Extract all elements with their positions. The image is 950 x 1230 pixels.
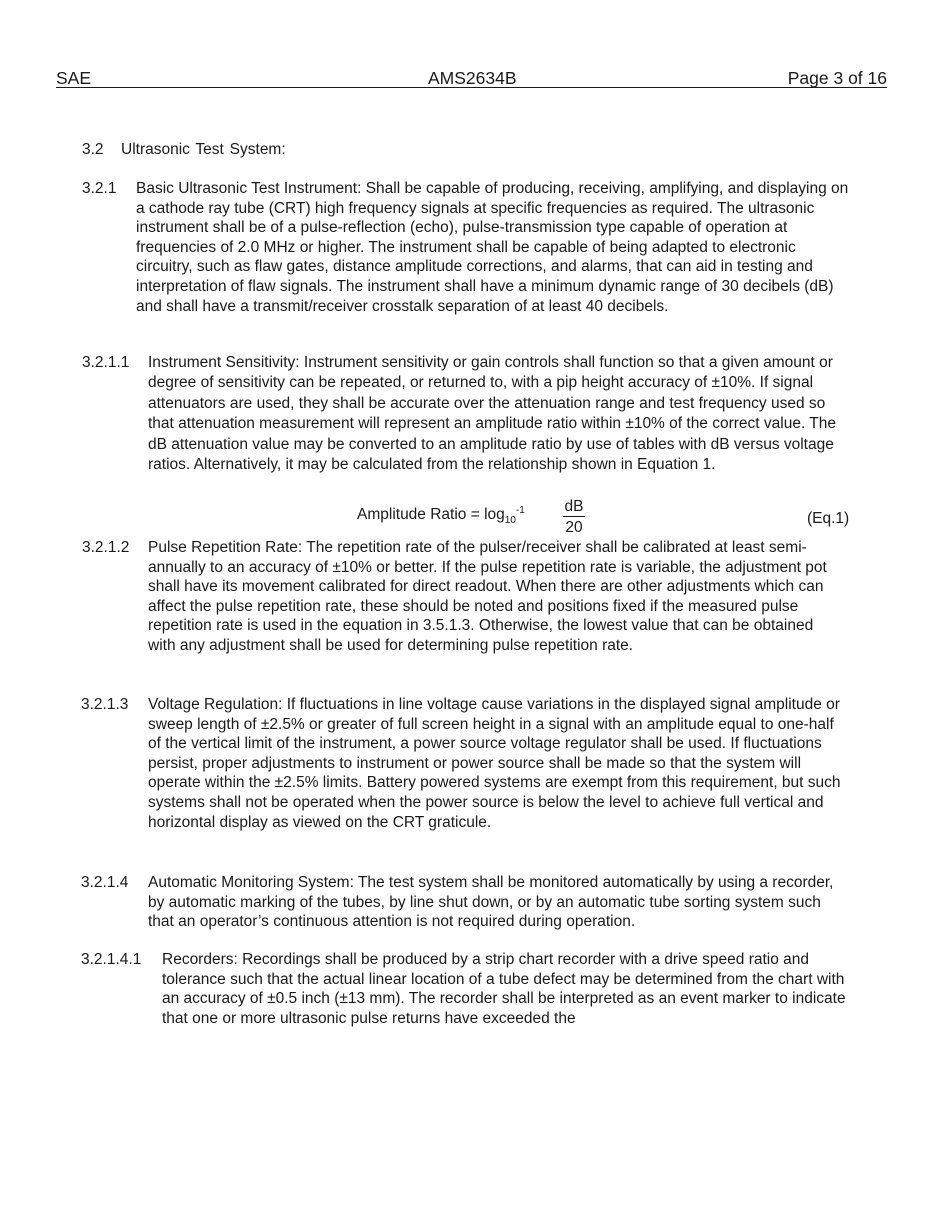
section-3-2-1-text: Basic Ultrasonic Test Instrument: Shall be capable of producing, receiving, amplifying, and displaying on a cathode ray tube (CRT) high frequency signals at specific frequencies as required. The ultrasonic instrument shall be of a pulse-reflection (echo), pulse-transmission type capable of operation at frequencies of 2.0 MHz or higher. The instrument shall be capable of being adapted to electronic circuitry, such as flaw gates, distance amplitude corrections, and alarms, that can aid in testing and interpretation of flaw signals. The instrument shall have a minimum dynamic range of 30 decibels (dB) and shall have a transmit/receiver crosstalk separation of at least 40 decibels. [136, 180, 849, 315]
section-3-2-1-1-text: Instrument Sensitivity: Instrument sensitivity or gain controls shall function so that a given amount or degree of sensitivity can be repeated, or returned to, with a pip height accuracy of ±10%. If signal attenuators are used, they shall be accurate over the attenuation range and test frequency used so that attenuation measurement will represent an amplitude ratio within ±10% of the correct value. The dB attenuation value may be converted to an amplitude ratio by use of tables with dB versus voltage ratios. Alternatively, it may be calculated from the relationship shown in Equation 1. [148, 354, 837, 474]
equation-log-base: 10 [504, 515, 516, 527]
equation-numerator: dB [564, 498, 584, 515]
section-3-2-1-2-text: Pulse Repetition Rate: The repetition rate of the pulser/receiver shall be calibrated at least semi-annually to an accuracy of ±10% or better. If the pulse repetition rate is variable, the adjustment pot shall have its movement calibrated for direct readout. When there are other adjustments which can affect the pulse repetition rate, these should be noted and positions fixed if the measured pulse repetition rate is used in the equation in 3.5.1.3. Otherwise, the lowest value that can be obtained with any adjustment shall be used for determining pulse repetition rate. [148, 539, 827, 654]
header-page-number: Page 3 of 16 [787, 68, 887, 88]
section-3-2-1-4-number: 3.2.1.4 [81, 874, 129, 891]
section-3-2-1-3-text: Voltage Regulation: If fluctuations in line voltage cause variations in the displayed signal amplitude or sweep length of ±2.5% or greater of full screen height in a signal with an amplitude equal to one-half of the vertical limit of the instrument, a power source voltage regulator shall be used. If fluctuations persist, proper adjustments to instrument or power source shall be made so that the system will operate within the ±2.5% limits. Battery powered systems are exempt from this requirement, but such systems shall not be operated when the power source is below the level to achieve full vertical and horizontal display as viewed on the CRT graticule. [148, 696, 841, 831]
section-3-2-1-2-number: 3.2.1.2 [82, 539, 130, 556]
equation-lhs: Amplitude Ratio = log [357, 506, 505, 523]
header-document-number: AMS2634B [428, 68, 517, 88]
equation-fraction-bar [563, 516, 585, 517]
section-3-2-title: Ultrasonic Test System: [121, 141, 286, 158]
section-3-2-1-4-1-text: Recorders: Recordings shall be produced by a strip chart recorder with a drive speed ratio and tolerance such that the actual linear location of a tube defect may be determined from the chart with an accuracy of ±0.5 inch (±13 mm). The recorder shall be interpreted as an event marker to indicate that one or more ultrasonic pulse returns have exceeded the [162, 951, 846, 1027]
equation-1 [357, 504, 525, 527]
equation-label: (Eq.1) [807, 510, 850, 527]
section-3-2-1-4-1-number: 3.2.1.4.1 [81, 951, 142, 968]
section-3-2-1-3-number: 3.2.1.3 [81, 696, 129, 713]
header-left: SAE [56, 68, 92, 88]
section-3-2-1-1-number: 3.2.1.1 [82, 354, 130, 371]
equation-denominator: 20 [565, 519, 583, 536]
section-3-2-1-number: 3.2.1 [82, 180, 117, 197]
equation-fraction [563, 497, 585, 537]
section-3-2-1-4-text: Automatic Monitoring System: The test system shall be monitored automatically by using a recorder, by automatic marking of the tubes, by line shut down, or by an automatic tube sorting system such that an operator’s continuous attention is not required during operation. [148, 874, 834, 931]
equation-exponent: -1 [515, 504, 525, 516]
header-rule [56, 87, 887, 88]
section-3-2-number: 3.2 [82, 141, 104, 158]
